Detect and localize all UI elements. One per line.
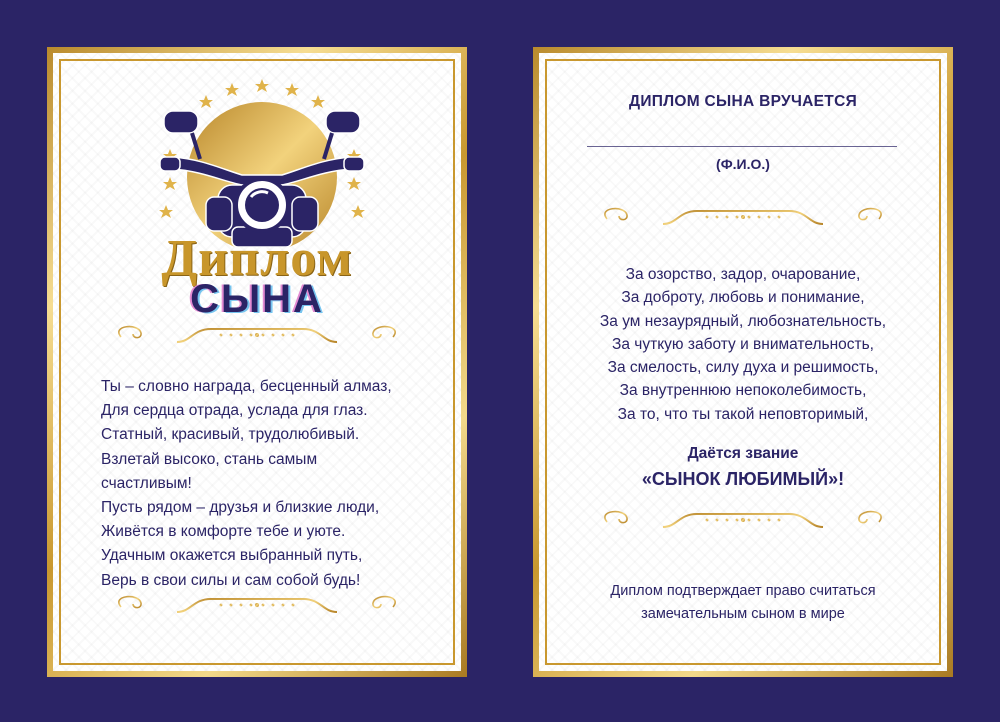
poem-line: Взлетай высоко, стань самым: [101, 450, 318, 468]
diploma-title: Диплом: [161, 230, 353, 287]
poem-line: Живётся в комфорте тебе и уюте.: [101, 523, 346, 541]
poem-line: Верь в свои силы и сам собой будь!: [101, 571, 361, 589]
poem-line: За озорство, задор, очарование,: [625, 266, 861, 283]
award-label: Даётся звание: [687, 445, 799, 462]
poem-line: За внутреннюю непоколебимость,: [619, 382, 867, 400]
name-placeholder: (Ф.И.О.): [716, 156, 770, 172]
ornament-divider-bottom: [81, 591, 433, 627]
back-poem: [539, 263, 947, 426]
ornament-divider-top: [81, 321, 433, 357]
poem-line: За то, что ты такой неповторимый,: [617, 405, 869, 423]
poem-line: За чуткую заботу и внимательность,: [612, 335, 874, 353]
poem-line: За смелость, силу духа и решимость,: [607, 359, 879, 377]
diploma-front-card: [47, 47, 467, 677]
diploma-subtitle: СЫНА: [190, 277, 324, 321]
front-poem: [101, 375, 441, 593]
award-title: «СЫНОК ЛЮБИМЫЙ»!: [641, 469, 845, 489]
award-heading: ДИПЛОМ СЫНА ВРУЧАЕТСЯ: [628, 93, 858, 110]
poem-line: За ум незаурядный, любознательность,: [599, 312, 887, 330]
poem-line: Статный, красивый, трудолюбивый.: [101, 426, 360, 444]
footer-line: Диплом подтверждает право считаться: [610, 583, 876, 599]
poem-line: Удачным окажется выбранный путь,: [101, 547, 363, 565]
poem-line: За доброту, любовь и понимание,: [621, 289, 865, 307]
motorcycle-icon: [152, 77, 372, 247]
footer-line: замечательным сыном в мире: [641, 606, 845, 622]
diploma-back-card: [533, 47, 953, 677]
poem-line: Для сердца отрада, услада для глаз.: [101, 402, 368, 420]
ornament-divider-middle: [567, 506, 919, 542]
poem-line: Ты – словно награда, бесценный алмаз,: [101, 378, 392, 395]
diploma-front-inner: [53, 53, 461, 671]
footer-text: [539, 580, 947, 626]
name-blank-line: [587, 146, 897, 147]
ornament-divider-top: [567, 203, 919, 239]
poem-line: счастливым!: [101, 474, 192, 492]
diploma-back-inner: [539, 53, 947, 671]
poem-line: Пусть рядом – друзья и близкие люди,: [101, 499, 380, 517]
